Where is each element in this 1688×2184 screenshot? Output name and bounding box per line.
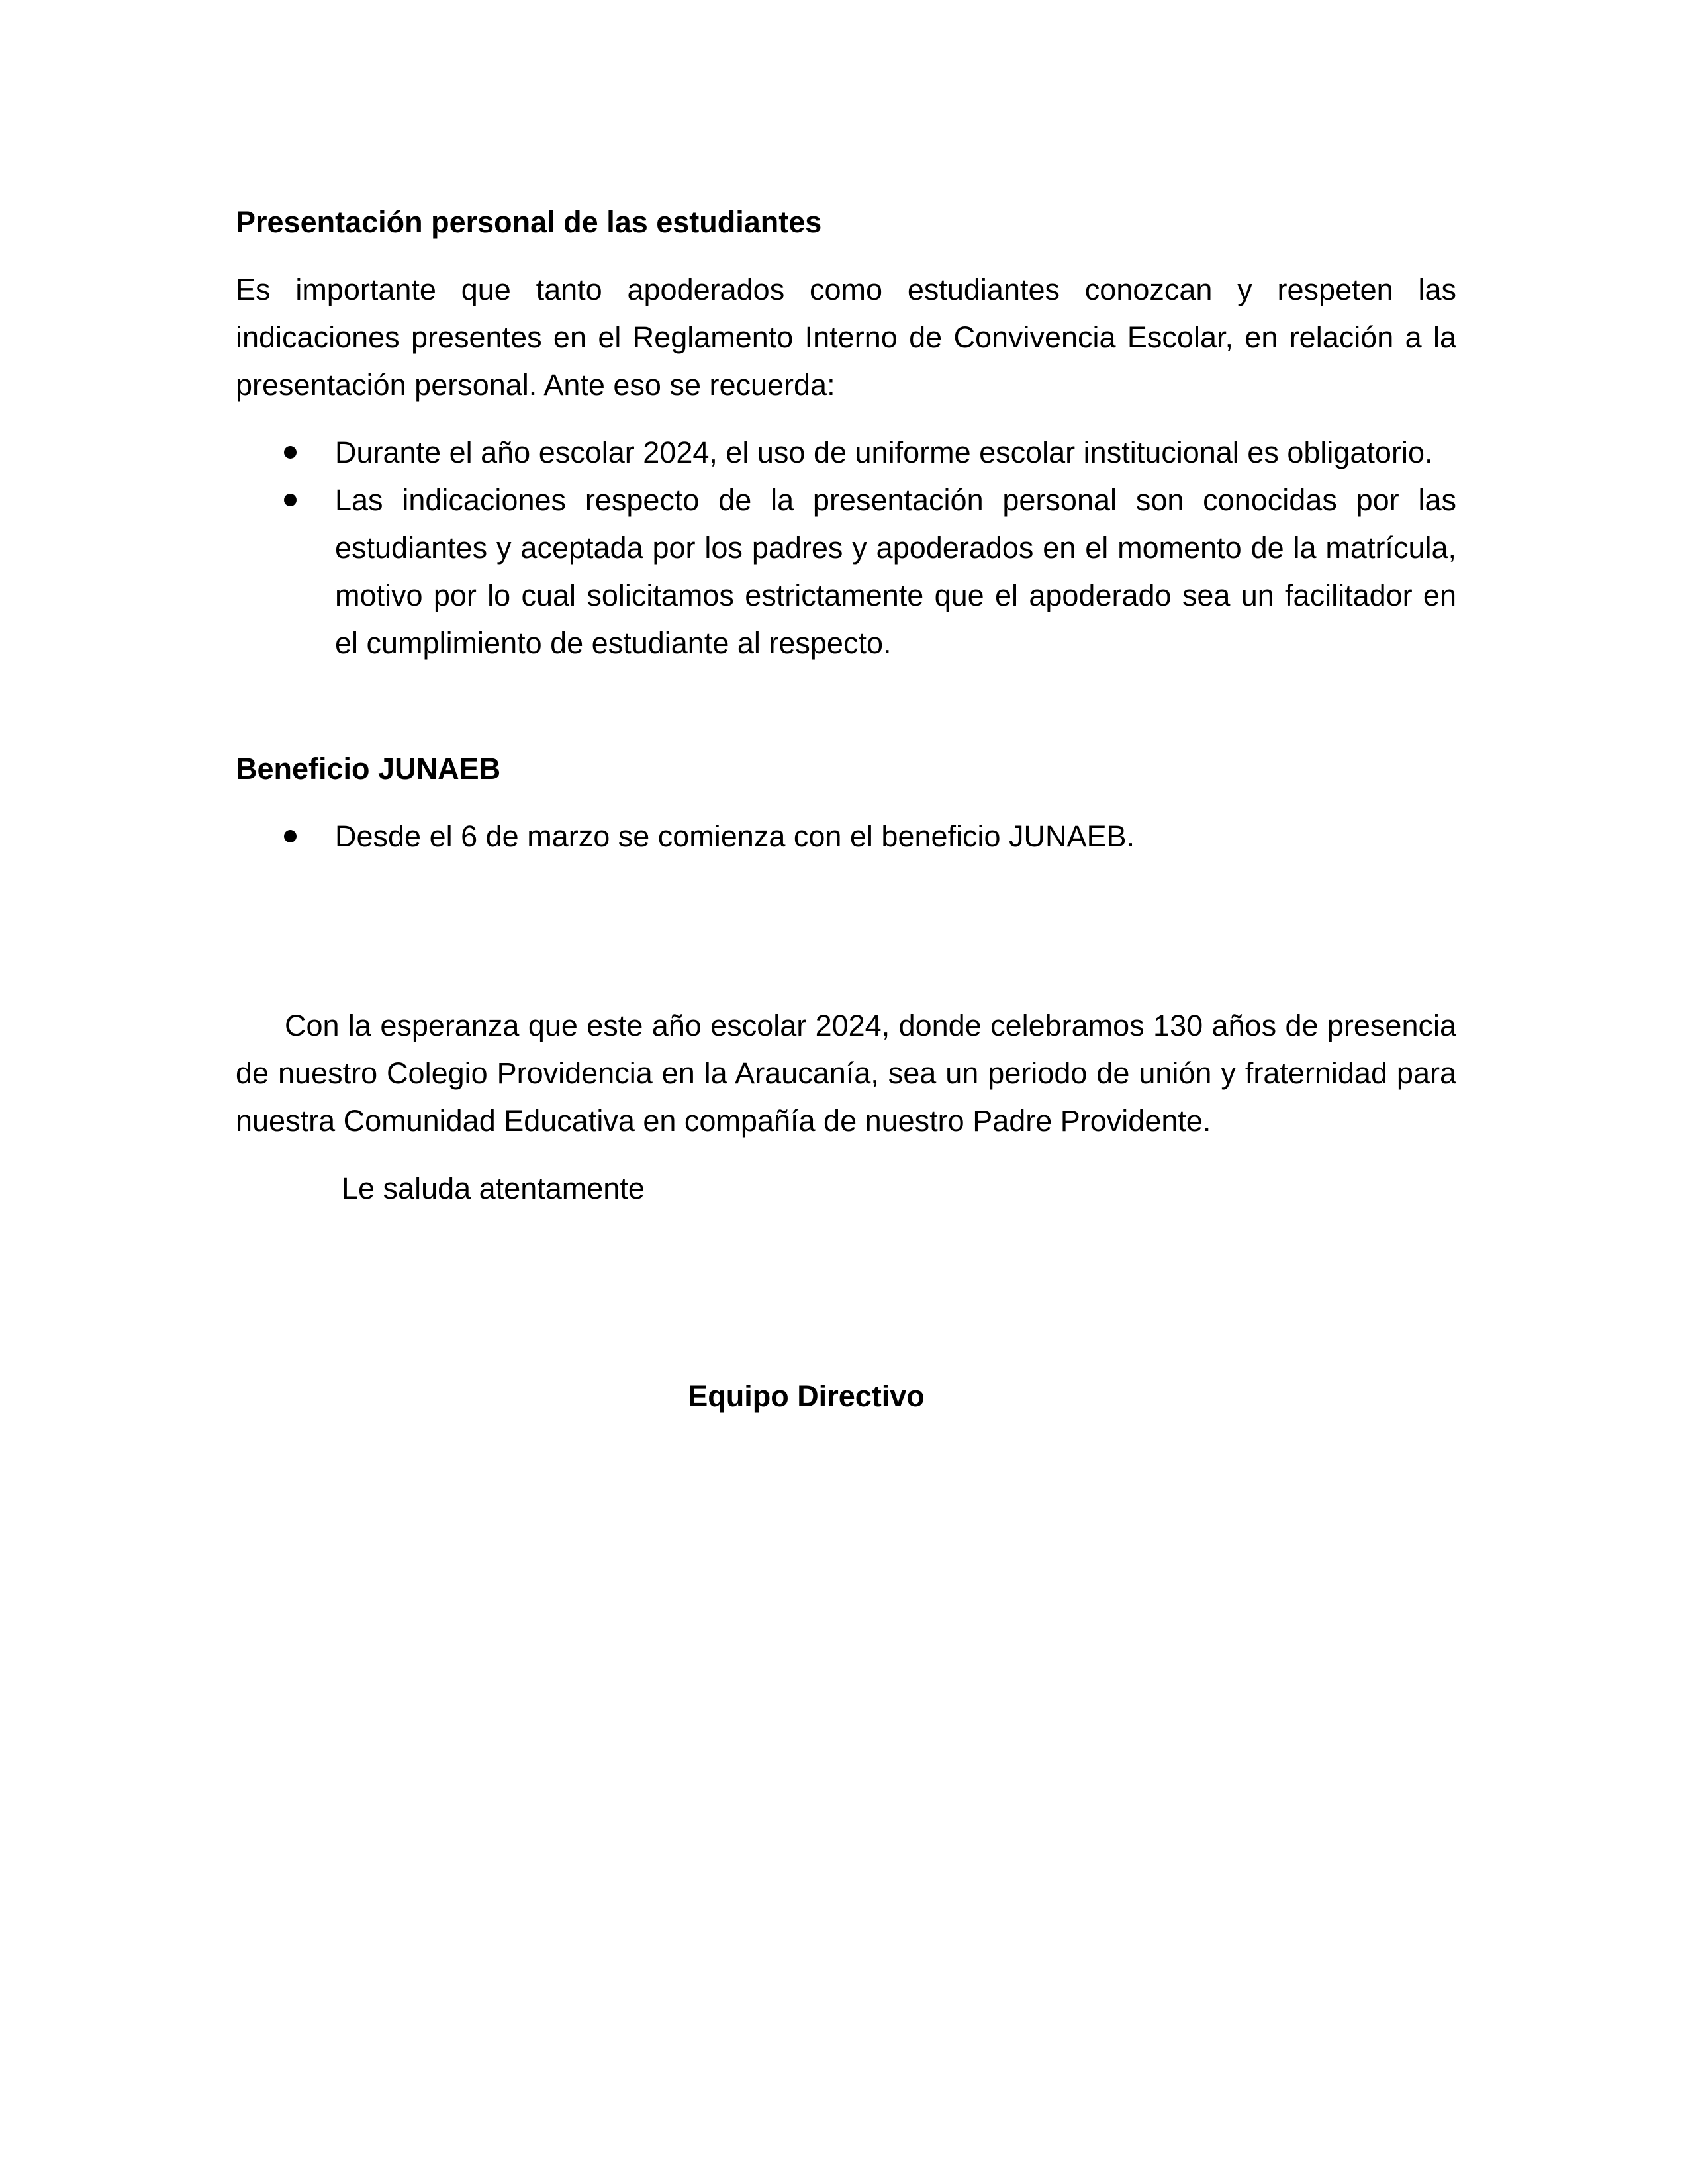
bullet-icon (284, 494, 297, 506)
list-item-text: Durante el año escolar 2024, el uso de uniforme escolar institucional es obligatorio. (335, 435, 1433, 469)
greeting-line: Le saluda atentamente (342, 1171, 645, 1205)
presentacion-bullet-list (236, 429, 1456, 667)
document-body (236, 199, 1456, 1420)
closing-paragraph: Con la esperanza que este año escolar 2024, donde celebramos 130 años de presencia de nuestro Colegio Providencia en la Araucanía, sea un periodo de unión y fraternidad para nuestra Comunidad Educativa en compañía de nuestro Padre Providente. (236, 1009, 1456, 1138)
list-item-text: Desde el 6 de marzo se comienza con el beneficio JUNAEB. (335, 819, 1135, 853)
list-item (236, 813, 1456, 860)
bullet-icon (284, 446, 297, 459)
intro-paragraph: Es importante que tanto apoderados como estudiantes conozcan y respeten las indicaciones presentes en el Reglamento Interno de Convivencia Escolar, en relación a la presentación personal. Ante eso se recuerda: (236, 273, 1456, 402)
bullet-icon (284, 830, 297, 842)
list-item-text: Las indicaciones respecto de la presentación personal son conocidas por las estudiantes y aceptada por los padres y apoderados en el momento de la matrícula, motivo por lo cual solicitamos estrictamente que el apoderado sea un facilitador en el cumplimiento de estudiante al respecto. (335, 483, 1456, 660)
list-item (236, 429, 1456, 477)
junaeb-bullet-list (236, 813, 1456, 860)
section-heading-junaeb: Beneficio JUNAEB (236, 752, 501, 786)
list-item (236, 477, 1456, 667)
section-heading-presentacion: Presentación personal de las estudiantes (236, 205, 822, 239)
signature: Equipo Directivo (688, 1379, 925, 1413)
